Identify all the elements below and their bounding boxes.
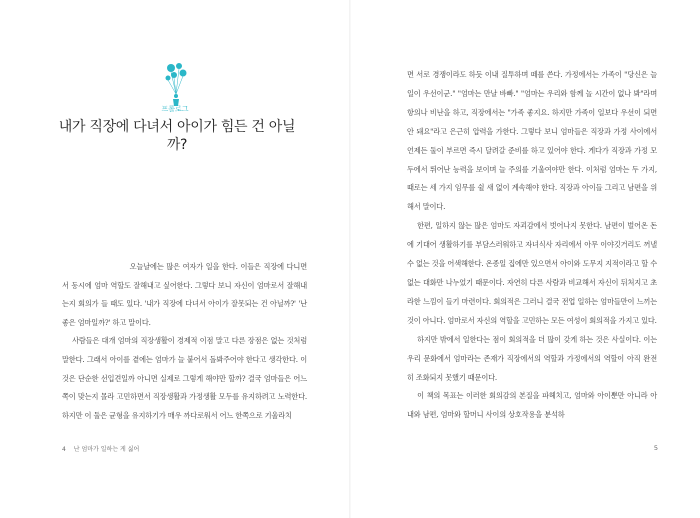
paragraph: 면 서로 경쟁이라도 하듯 이내 질투하며 떼를 쓴다. 가정에서는 가족이 "당신은 늘 일이 우선이군." "엄마는 만날 바빠." "엄마는 우리와 함께 놀 시간이 없나 봐"라며 항의나 비난을 하고, 직장에서는 "가족 좋지요. 하지만 가족이 일보다 우선이 되면 안 돼요"라고 은근히 압력을 가한다. 그렇다 보니 엄마들은 직장과 가정 사이에서 언제든 둘이 부르면 즉시 달려갈 준비를 하고 있어야 한다. 게다가 직장과 가정 모두에서 뛰어난 능력을 보이며 늘 주의를 기울여야만 한다. 이처럼 엄마는 두 가지, 때로는 세 가지 임무를 쉴 새 없이 계속해야 한다. 직장과 아이들 그리고 남편을 위해서 말이다. (407, 70, 657, 212)
paragraph: 하지만 밖에서 일한다는 점이 회의적을 더 많이 갖게 하는 것은 사실이다. 이는 우리 문화에서 엄마라는 존재가 직장에서의 역할과 가정에서의 역할이 아직 완전히 조화되지 못했기 때문이다. (407, 334, 657, 382)
paragraph: 이 책의 목표는 이러한 회의감의 본질을 파헤치고, 엄마와 아이뿐만 아니라 아내와 남편, 엄마와 할머니 사이의 상호작용을 분석하 (407, 391, 657, 420)
left-footer (62, 444, 139, 453)
left-body-text (62, 258, 307, 425)
page-number: 4 (62, 446, 66, 453)
page-number: 5 (653, 444, 658, 452)
prologue-label: 프롤로그 (161, 105, 189, 113)
right-page (350, 0, 700, 518)
running-title: 난 엄마가 일하는 게 싫어 (73, 446, 140, 453)
paragraph: 오늘날에는 많은 여자가 일을 한다. 이들은 직장에 다니면서 동시에 엄마 역할도 잘해내고 싶어한다. 그렇다 보니 자신이 엄마로서 잘해내는지 회의가 들 때도 있다. '내가 직장에 다녀서 아이가 잘못되는 건 아닐까?' '난 좋은 엄마일까?' 하고 말이다. (62, 262, 307, 327)
balloons-child-icon (162, 62, 190, 108)
chapter-title: 내가 직장에 다녀서 아이가 힘든 건 아닐까? (58, 119, 296, 153)
paragraph: 사람들은 대개 엄마의 직장생활이 경제적 이점 말고 다른 장점은 없는 것처럼 말한다. 그래서 아이를 곁에는 엄마가 늘 붙어서 돌봐주어야 한다고 생각한다. 이것은 단순한 선입견일까 아니면 실제로 그렇게 해야만 할까? 결국 엄마들은 어느 쪽이 맞는지 몰라 고민하면서 직장생활과 가정생활 모두를 유지하려고 노력한다. 하지만 이 둘은 균형을 유지하기가 매우 까다로워서 어느 한쪽으로 기울라치 (62, 336, 307, 420)
right-body-text (407, 66, 657, 425)
paragraph: 한편, 일하지 않는 많은 엄마도 자괴감에서 벗어나지 못한다. 남편이 벌어온 돈에 기대어 생활하기를 부담스러워하고 자녀식사 자리에서 아무 이야깃거리도 꺼낼 수 없는 것을 어색해한다. 온종일 집에만 있으면서 아이와 도무지 지적이라고 할 수 없는 대화만 나누었기 때문이다. 자연히 다른 사람과 비교해서 자신이 뒤처지고 초라한 느낌이 들기 마련이다. 회의적은 그러니 결국 전업 일하는 엄마들만이 느끼는 것이 아니다. 엄마로서 자신의 역할을 고민하는 모든 여성이 회의적을 가지고 있다. (407, 221, 657, 325)
